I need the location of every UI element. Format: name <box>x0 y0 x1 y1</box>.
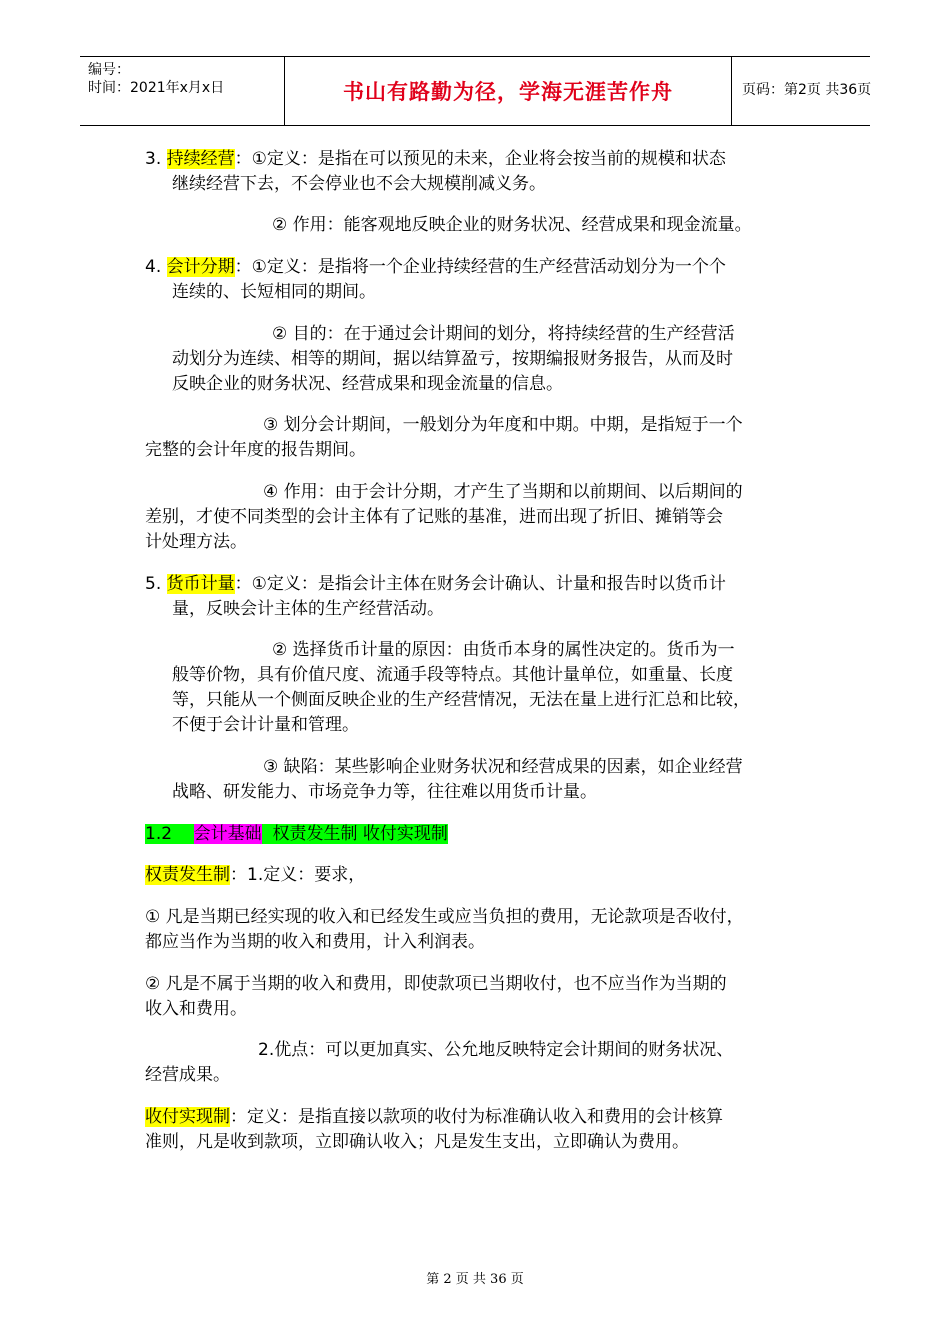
item-4-use-cont: 计处理方法。 <box>145 532 247 552</box>
definition-text: ：1.定义：要求， <box>230 865 366 885</box>
page-footer: 第 2 页 共 36 页 <box>426 1272 524 1287</box>
item-4-use: ④ 作用：由于会计分期，才产生了当期和以前期间、以后期间的 <box>263 482 743 502</box>
item-5-definition <box>145 572 726 597</box>
accrual-advantage-cont: 经营成果。 <box>145 1065 230 1085</box>
highlighted-term: 货币计量 <box>166 574 235 594</box>
section-heading <box>145 822 448 847</box>
header-divider <box>731 57 732 125</box>
highlighted-term: 权责发生制 <box>145 865 230 885</box>
item-5-reason-cont: 般等价物，具有价值尺度、流通手段等特点。其他计量单位，如重量、长度 <box>172 665 733 685</box>
page-header <box>80 56 870 126</box>
section-title-a: 会计基础 <box>193 824 262 844</box>
item-4-use-cont: 差别，才使不同类型的会计主体有了记账的基准，进而出现了折旧、摊销等会 <box>145 507 723 527</box>
time-label: 时间：2021年x月x日 <box>88 80 225 96</box>
accrual-rule-2-cont: 收入和费用。 <box>145 999 247 1019</box>
highlighted-term: 会计分期 <box>166 257 235 277</box>
header-page-info: 页码：第2页 共36页 <box>742 82 872 98</box>
accrual-rule-1: ① 凡是当期已经实现的收入和已经发生或应当负担的费用，无论款项是否收付， <box>145 907 744 927</box>
highlighted-term: 持续经营 <box>166 149 235 169</box>
item-5-definition-cont: 量，反映会计主体的生产经营活动。 <box>172 599 444 619</box>
highlighted-term: 收付实现制 <box>145 1107 230 1127</box>
definition-text: ：①定义：是指将一个企业持续经营的生产经营活动划分为一个个 <box>234 257 726 277</box>
cash-basis-definition <box>145 1105 723 1130</box>
accrual-rule-1-cont: 都应当作为当期的收入和费用，计入利润表。 <box>145 932 485 952</box>
item-4-purpose: ② 目的：在于通过会计期间的划分，将持续经营的生产经营活 <box>272 324 735 344</box>
accrual-rule-2: ② 凡是不属于当期的收入和费用，即使款项已当期收付，也不应当作为当期的 <box>145 974 727 994</box>
item-5-defect-cont: 战略、研发能力、市场竞争力等，往往难以用货币计量。 <box>172 782 597 802</box>
accrual-advantage: 2.优点：可以更加真实、公允地反映特定会计期间的财务状况、 <box>258 1040 734 1060</box>
item-4-purpose-cont: 反映企业的财务状况、经营成果和现金流量的信息。 <box>172 374 563 394</box>
item-4-definition <box>145 255 726 280</box>
item-number: 4. <box>145 257 162 277</box>
item-5-reason: ② 选择货币计量的原因：由货币本身的属性决定的。货币为一 <box>272 640 735 660</box>
definition-text: ：①定义：是指会计主体在财务会计确认、计量和报告时以货币计 <box>234 574 726 594</box>
item-3-definition <box>145 147 726 172</box>
definition-text: ：定义：是指直接以款项的收付为标准确认收入和费用的会计核算 <box>230 1107 723 1127</box>
section-title-b: 权责发生制 收付实现制 <box>272 824 448 844</box>
item-3-definition-cont: 继续经营下去，不会停业也不会大规模削减义务。 <box>172 174 546 194</box>
item-number: 5. <box>145 574 162 594</box>
item-5-reason-cont: 等，只能从一个侧面反映企业的生产经营情况，无法在量上进行汇总和比较， <box>172 690 750 710</box>
section-number: 1.2 <box>145 824 173 844</box>
item-5-reason-cont: 不便于会计计量和管理。 <box>172 715 359 735</box>
header-motto: 书山有路勤为径，学海无涯苦作舟 <box>343 79 673 104</box>
cash-basis-definition-cont: 准则，凡是收到款项，立即确认收入；凡是发生支出，立即确认为费用。 <box>145 1132 689 1152</box>
item-5-defect: ③ 缺陷：某些影响企业财务状况和经营成果的因素，如企业经营 <box>263 757 743 777</box>
item-4-definition-cont: 连续的、长短相同的期间。 <box>172 282 376 302</box>
item-4-purpose-cont: 动划分为连续、相等的期间，据以结算盈亏，按期编报财务报告，从而及时 <box>172 349 733 369</box>
number-label: 编号： <box>88 62 130 78</box>
item-4-division-cont: 完整的会计年度的报告期间。 <box>145 440 366 460</box>
accrual-heading <box>145 863 365 888</box>
item-3-use: ② 作用：能客观地反映企业的财务状况、经营成果和现金流量。 <box>272 215 752 235</box>
definition-text: ：①定义：是指在可以预见的未来，企业将会按当前的规模和状态 <box>234 149 726 169</box>
item-4-division: ③ 划分会计期间，一般划分为年度和中期。中期，是指短于一个 <box>263 415 743 435</box>
item-number: 3. <box>145 149 162 169</box>
header-meta <box>88 61 278 97</box>
